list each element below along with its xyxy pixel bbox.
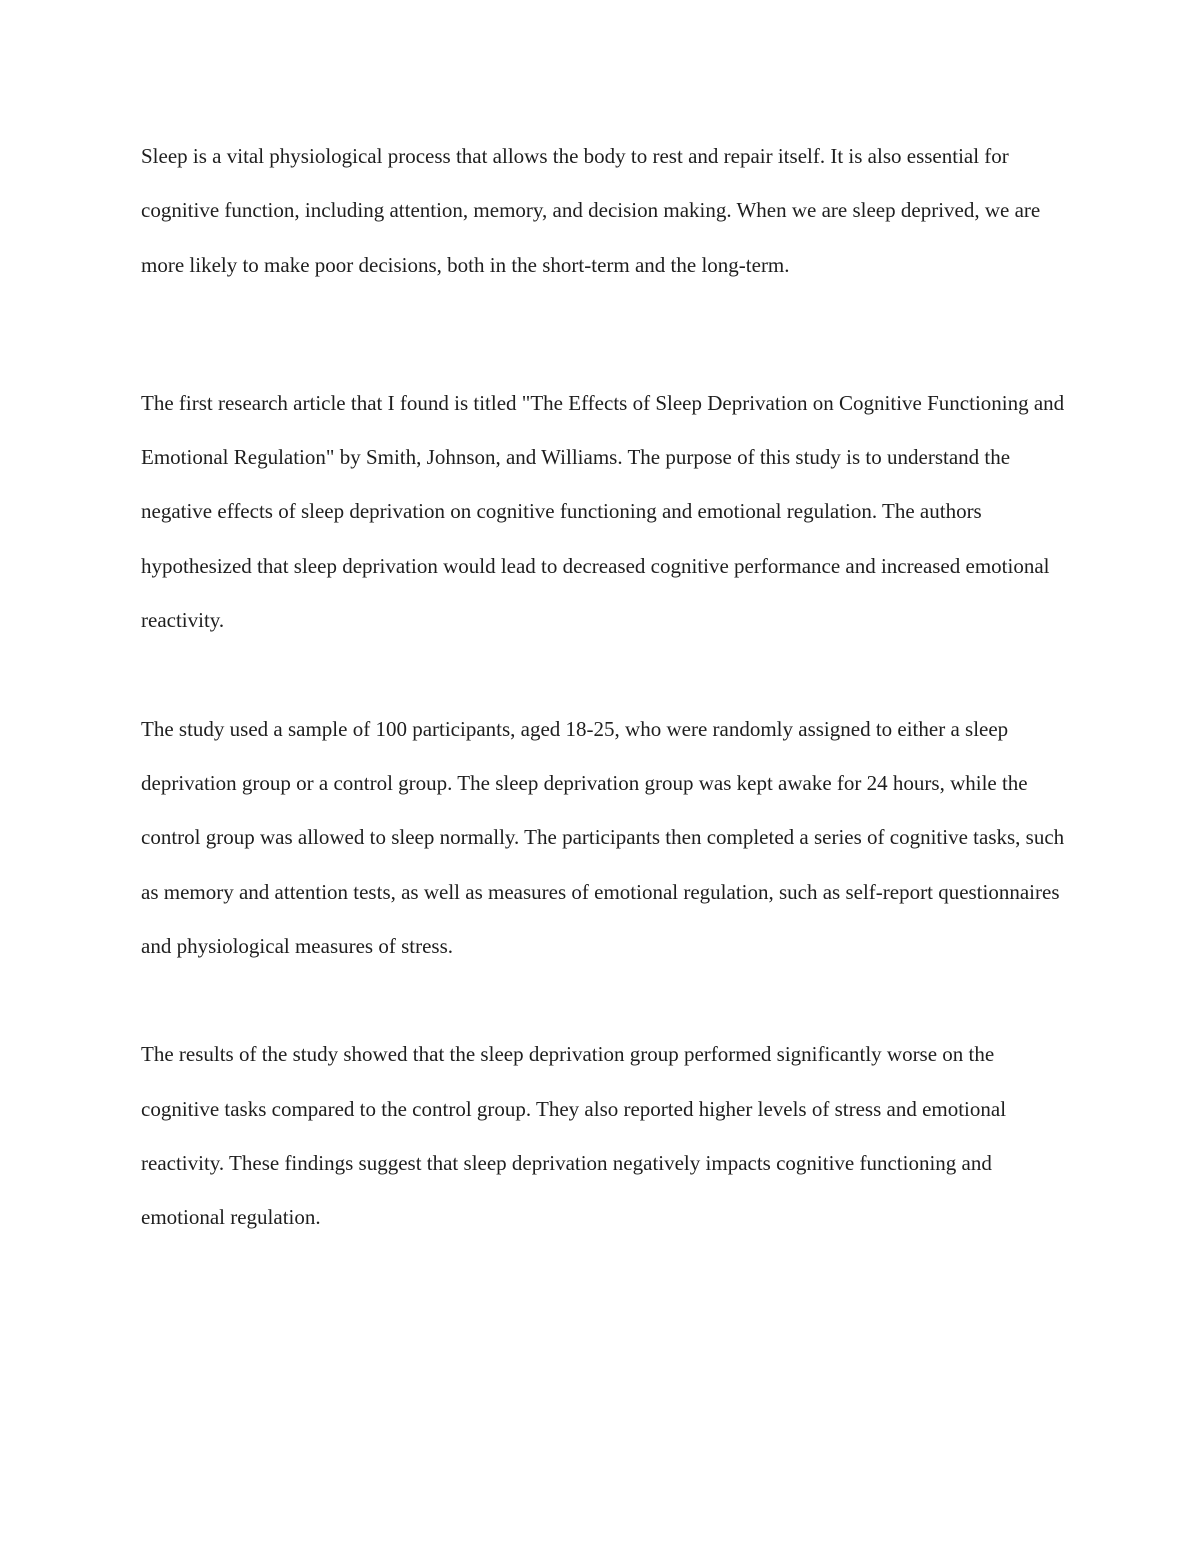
paragraph-study-method: The study used a sample of 100 participants, aged 18-25, who were randomly assigned to either a sleep deprivation group or a control group. The sleep deprivation group was kept awake for 24 hours, while the control group was allowed to sleep normally. The participants then completed a series of cognitive tasks, such as memory and attention tests, as well as measures of emotional regulation, such as self-report questionnaires and physiological measures of stress. [141,716,1065,958]
document-body [141,129,1066,1245]
paragraph-introduction: Sleep is a vital physiological process that allows the body to rest and repair itself. It is also essential for cognitive function, including attention, memory, and decision making. When we are sleep deprived, we are more likely to make poor decisions, both in the short-term and the long-term. [141,144,1041,277]
paragraph-study-results: The results of the study showed that the sleep deprivation group performed significantly worse on the cognitive tasks compared to the control group. They also reported higher levels of stress and emotional reactivity. These findings suggest that sleep deprivation negatively impacts cognitive functioning and emotional regulation. [141,1042,1007,1230]
paragraph-article-summary: The first research article that I found is titled "The Effects of Sleep Deprivation on Cognitive Functioning and Emotional Regulation" by Smith, Johnson, and Williams. The purpose of this study is to understand the negative effects of sleep deprivation on cognitive functioning and emotional regulation. The authors hypothesized that sleep deprivation would lead to decreased cognitive performance and increased emotional reactivity. [141,390,1065,633]
